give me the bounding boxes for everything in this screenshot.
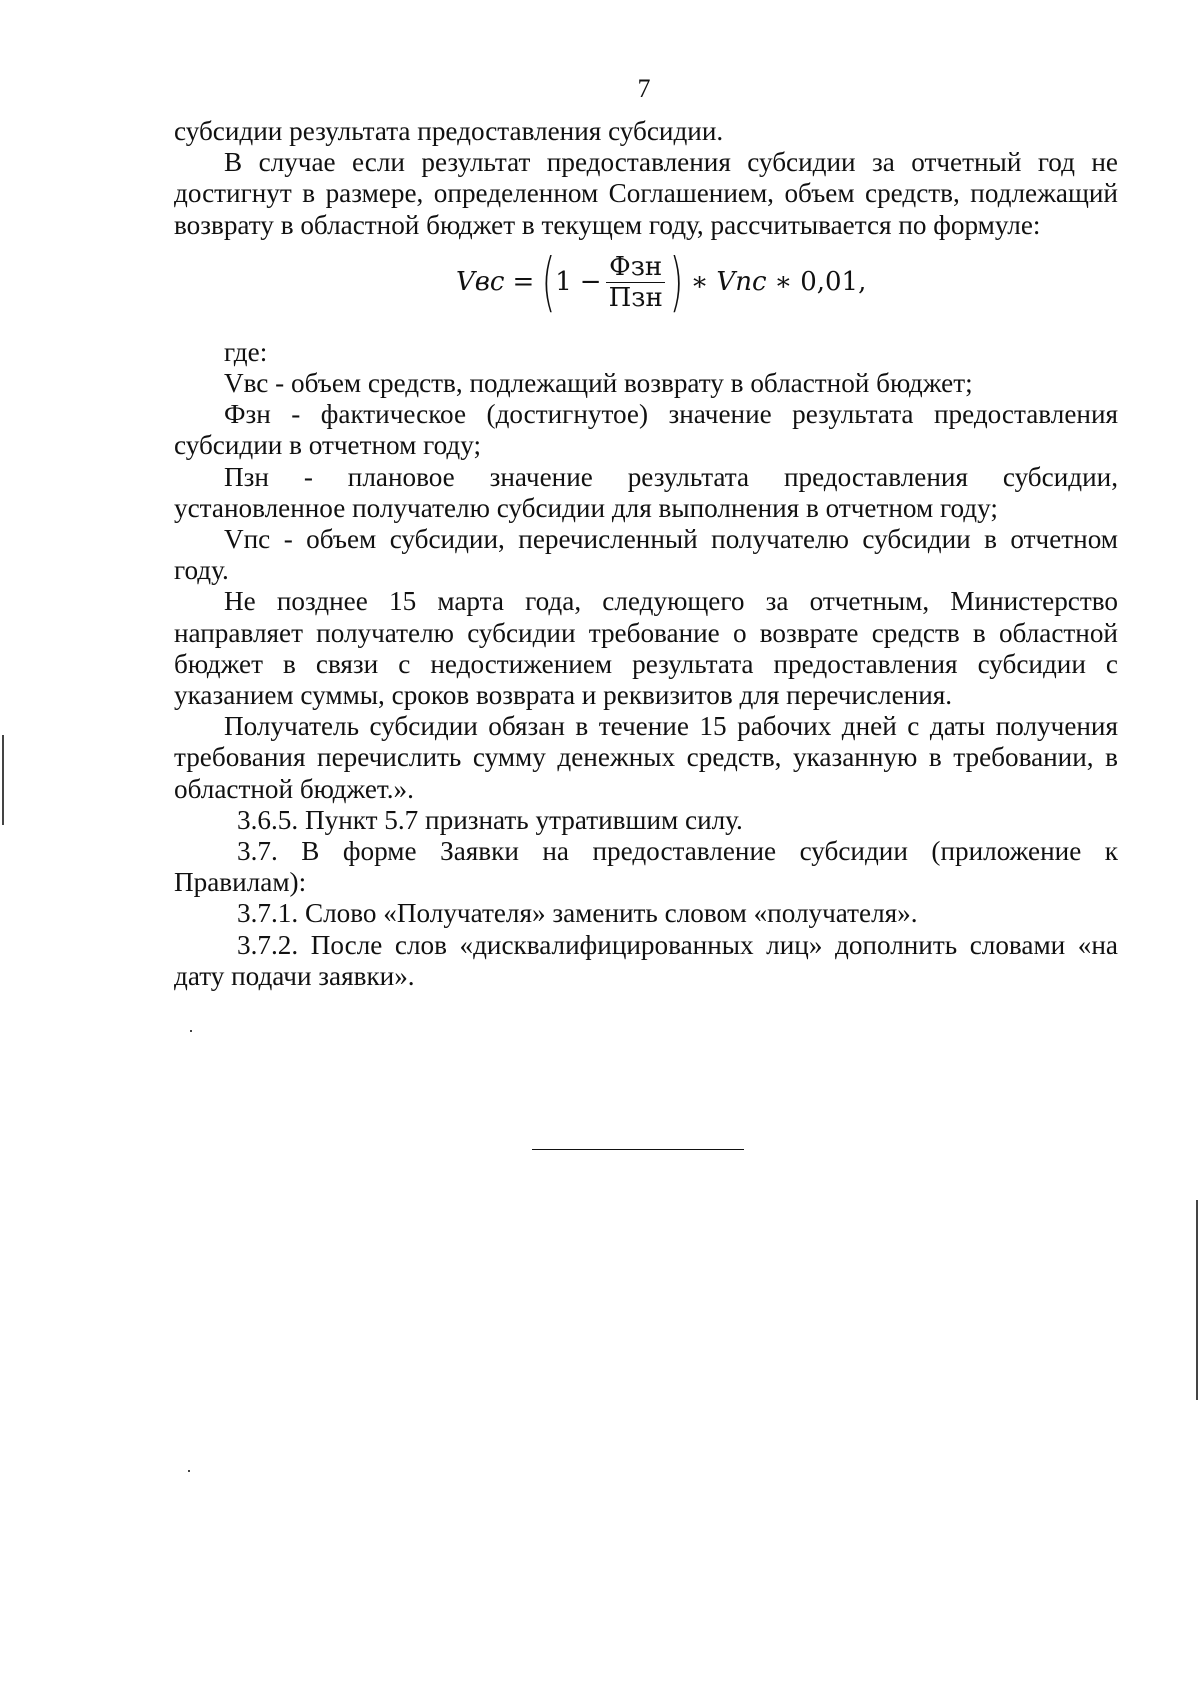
definition-fzn: Фзн - фактическое (достигнутое) значение результата предоставления субсидии в отчетном году; — [174, 399, 1118, 461]
paragraph-formula-intro: В случае если результат предоставления субсидии за отчетный год не достигнут в размере, определенном Соглашением, объем средств, подлежащий возврату в областной бюджет в текущем году, рассчитывается по формуле: — [174, 147, 1118, 240]
paragraph-3-6-5: 3.6.5. Пункт 5.7 признать утратившим силу. — [237, 804, 743, 835]
formula-left-paren: ( — [541, 245, 556, 320]
paragraph-continuation: субсидии результата предоставления субсидии. — [174, 116, 724, 146]
scan-edge-mark — [1196, 1200, 1198, 1400]
formula-right-paren: ) — [669, 245, 684, 320]
formula-coefficient: 0,01, — [800, 267, 867, 298]
formula-lhs: Vвс — [456, 267, 505, 298]
definition-vvs: Vвс - объем средств, подлежащий возврату в областной бюджет; — [224, 368, 973, 399]
formula-numerator: Фзн — [606, 254, 665, 283]
paragraph-3-7: 3.7. В форме Заявки на предоставление субсидии (приложение к Правилам): — [174, 836, 1118, 898]
paragraph-3-7-1: 3.7.1. Слово «Получателя» заменить словом «получателя». — [237, 898, 918, 929]
formula-minus: − — [579, 267, 602, 298]
paragraph-obligation: Получатель субсидии обязан в течение 15 рабочих дней с даты получения требования перечислить сумму денежных средств, указанную в требовании, в областной бюджет.». — [174, 711, 1118, 804]
formula-vpc: Vпс — [716, 267, 767, 298]
end-of-text-rule — [532, 1149, 744, 1150]
document-body — [174, 116, 1118, 992]
return-amount-formula — [174, 241, 1118, 337]
scan-dot — [190, 1030, 192, 1032]
definition-vps: Vпс - объем субсидии, перечисленный получателю субсидии в отчетном году. — [174, 524, 1118, 586]
formula-denominator: Пзн — [608, 283, 663, 314]
scan-dot — [188, 1470, 190, 1472]
formula-times-1: ∗ — [690, 267, 709, 298]
paragraph-deadline: Не позднее 15 марта года, следующего за отчетным, Министерство направляет получателю субсидии требование о возврате средств в областной бюджет в связи с недостижением результата предоставления субсидии с указанием суммы, сроков возврата и реквизитов для перечисления. — [174, 586, 1118, 711]
scan-edge-mark — [2, 735, 4, 825]
paragraph-3-7-2: 3.7.2. После слов «дисквалифицированных лиц» дополнить словами «на дату подачи заявки». — [174, 929, 1118, 991]
formula-equals: = — [512, 267, 535, 298]
formula-one: 1 — [555, 267, 572, 298]
formula-times-2: ∗ — [774, 267, 793, 298]
definition-pzn: Пзн - плановое значение результата предоставления субсидии, установленное получателю субсидии для выполнения в отчетном году; — [174, 461, 1118, 523]
page-number: 7 — [637, 74, 651, 103]
formula-fraction — [606, 252, 666, 314]
paragraph-where: где: — [224, 336, 268, 367]
